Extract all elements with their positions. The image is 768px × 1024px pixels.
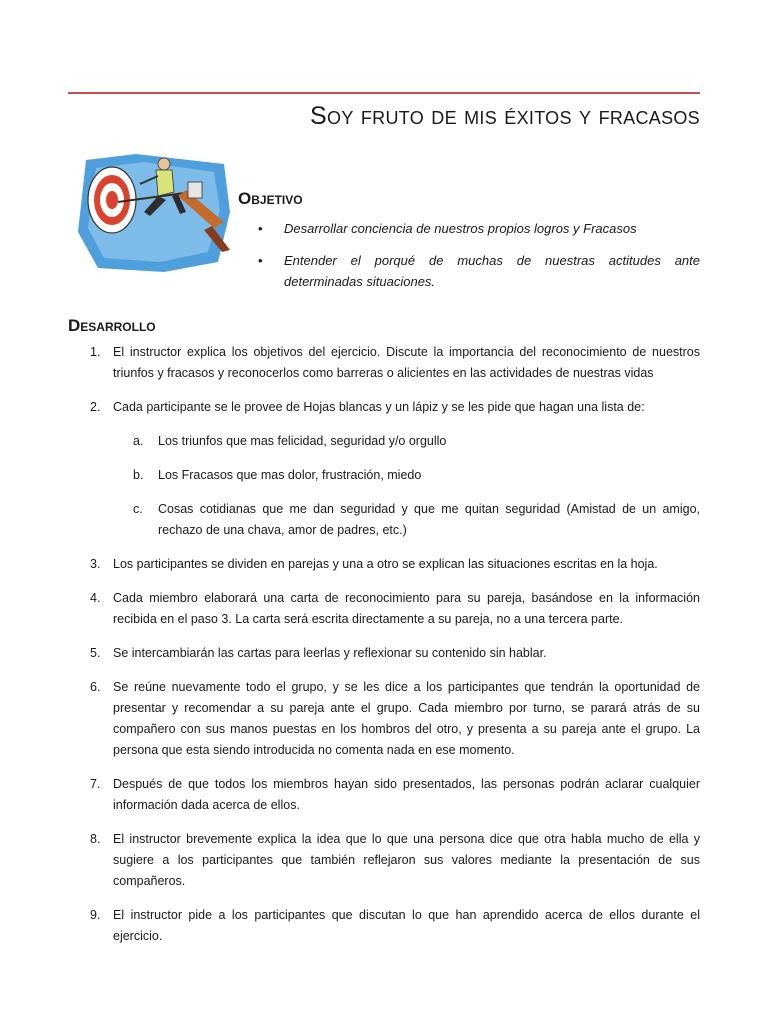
step-item: 4. Cada miembro elaborará una carta de reconocimiento para su pareja, basándose en la información recibida en el paso 3. La carta será escrita directamente a su pareja, no a una tercera parte.	[90, 591, 700, 626]
step-item: 1. El instructor explica los objetivos del ejercicio. Discute la importancia del reconocimiento de nuestros triunfos y fracasos y reconocerlos como barreras o alicientes en las actividades de nuestras vidas	[90, 345, 700, 380]
step-sublist	[113, 431, 700, 541]
objetivo-list	[258, 218, 700, 303]
bullet-icon: •	[258, 221, 263, 236]
objetivo-item: • Entender el porqué de muchas de nuestras actitudes ante determinadas situaciones.	[258, 250, 700, 292]
objetivo-heading: Objetivo	[238, 189, 303, 208]
bullet-icon: •	[258, 253, 263, 268]
desarrollo-heading: Desarrollo	[68, 316, 156, 335]
step-item: 8. El instructor brevemente explica la idea que lo que una persona dice que otra habla mucho de ella y sugiere a los participantes que también reflejaron sus valores mediante la presentación de sus compañeros.	[90, 832, 700, 888]
header-rule	[68, 92, 700, 94]
step-item: 5. Se intercambiarán las cartas para leerlas y reflexionar su contenido sin hablar.	[90, 646, 547, 660]
sub-item: c. Cosas cotidianas que me dan seguridad y que me quitan seguridad (Amistad de un amigo, rechazo de una chava, amor de padres, etc.)	[133, 502, 700, 537]
sub-item: b. Los Fracasos que mas dolor, frustración, miedo	[133, 468, 422, 482]
step-item: 6. Se reúne nuevamente todo el grupo, y se les dice a los participantes que tendrán la oportunidad de presentar y recomendar a su pareja ante el grupo. Cada miembro por turno, se parará atrás de su compañero con sus manos puestas en los hombros del otro, y presenta a su pareja ante el grupo. La persona que esta siendo introducida no comenta nada en ese momento.	[90, 680, 700, 757]
step-item: 3. Los participantes se dividen en parejas y una a otro se explican las situaciones escritas en la hoja.	[90, 557, 658, 571]
objetivo-item: • Desarrollar conciencia de nuestros propios logros y Fracasos	[258, 218, 700, 239]
step-item: 2. Cada participante se le provee de Hojas blancas y un lápiz y se les pide que hagan una lista de: a. Los triunfos que mas felicidad, seguridad y/o orgullo b. Los Fracasos que mas dolor, frustración, miedo c. Cosas cotidianas que me dan seguridad y que me quitan seguridad (Amistad de un amigo, rechazo de una chava, amor de padres, etc.)	[68, 397, 700, 541]
desarrollo-steps	[68, 342, 700, 960]
step-item: 9. El instructor pide a los participantes que discutan lo que han aprendido acerca de ellos durante el ejercicio.	[90, 908, 700, 943]
target-clipart-image	[74, 152, 234, 274]
page-title: Soy fruto de mis éxitos y fracasos	[310, 102, 700, 130]
step-item: 7. Después de que todos los miembros hayan sido presentados, las personas podrán aclarar cualquier información dada acerca de ellos.	[90, 777, 700, 812]
sub-item: a. Los triunfos que mas felicidad, seguridad y/o orgullo	[133, 434, 447, 448]
